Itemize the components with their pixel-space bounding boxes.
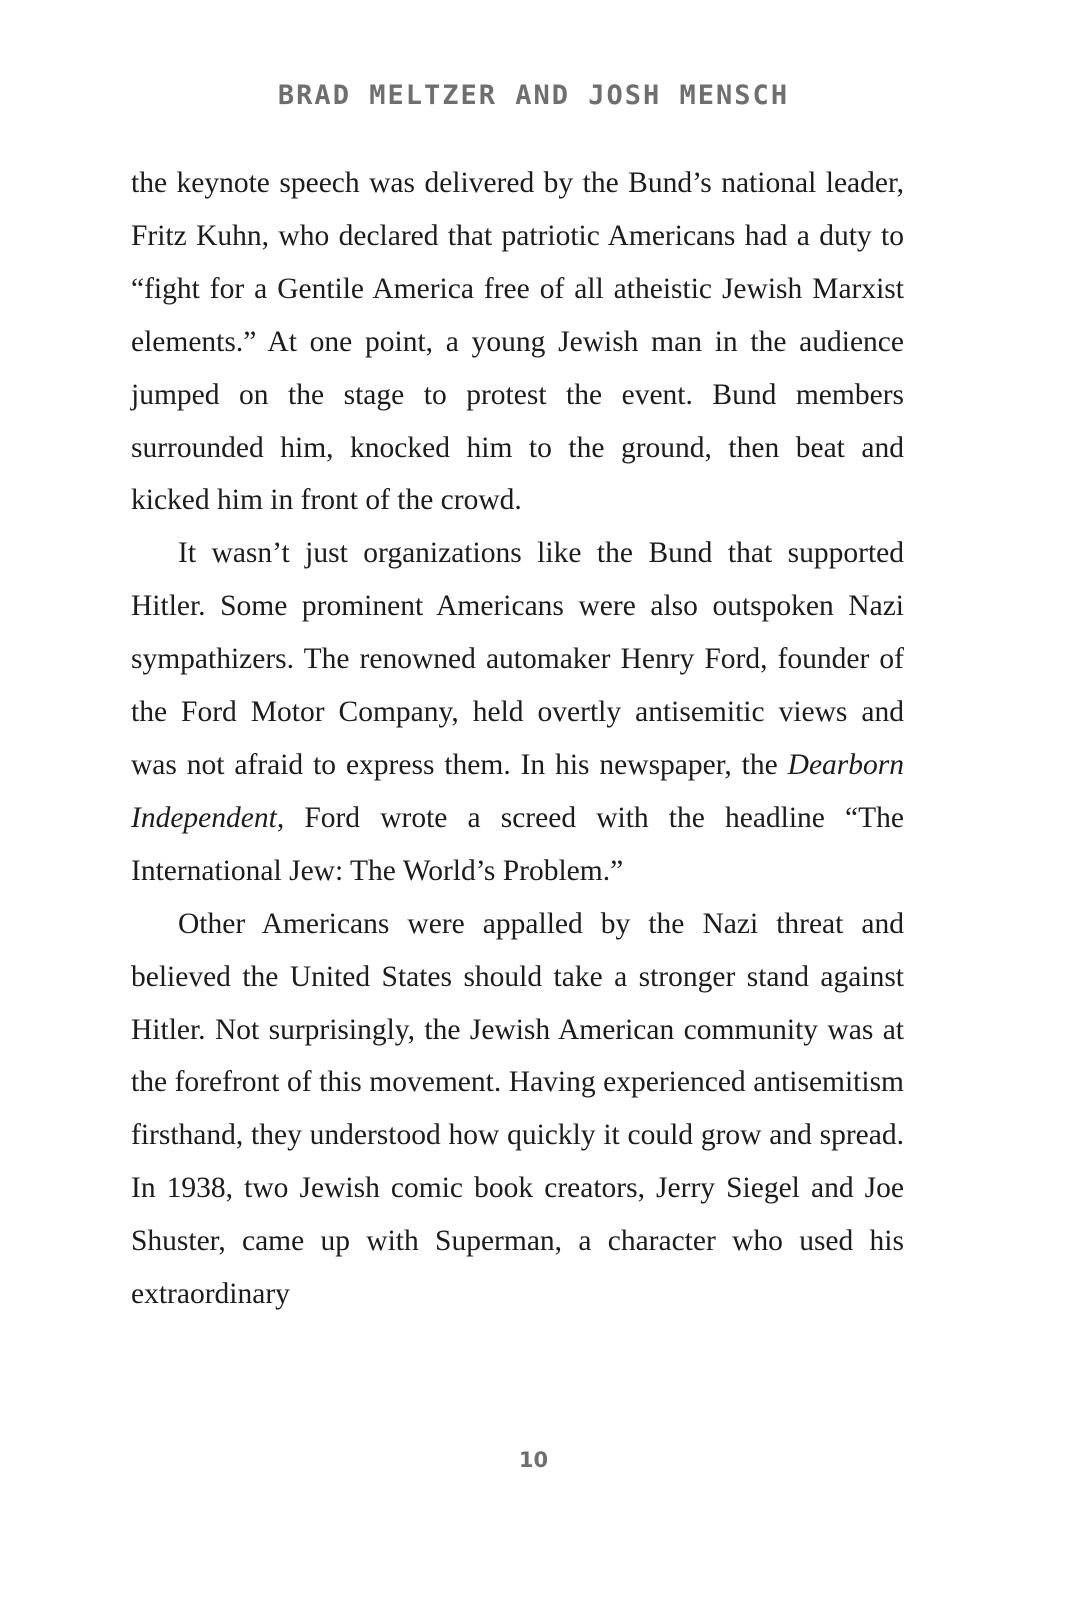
body-text (131, 157, 904, 1321)
page-number: 10 (518, 1448, 549, 1472)
newspaper-title: Dearborn Independent (131, 748, 904, 834)
paragraph-2 (131, 527, 904, 897)
paragraph-2-text-after-title: , Ford wrote a screed with the headline “The International Jew: The World’s Problem.” (131, 801, 904, 887)
running-head-authors: BRAD MELTZER AND JOSH MENSCH (277, 80, 790, 111)
paragraph-3: Other Americans were appalled by the Nazi threat and believed the United States should take a stronger stand against Hitler. Not surprisingly, the Jewish American community was at the forefront of this movement. Having experienced antisemitism firsthand, they understood how quickly it could grow and spread. In 1938, two Jewish comic book creators, Jerry Siegel and Joe Shuster, came up with Superman, a character who used his extraordinary (131, 907, 904, 1311)
paragraph-1: the keynote speech was delivered by the Bund’s national leader, Fritz Kuhn, who declared that patriotic Americans had a duty to “fight for a Gentile America free of all atheistic Jewish Marxist elements.” At one point, a young Jewish man in the audience jumped on the stage to protest the event. Bund members surrounded him, knocked him to the ground, then beat and kicked him in front of the crowd. (131, 167, 904, 517)
paragraph-2-text-before-title: It wasn’t just organizations like the Bund that supported Hitler. Some prominent Americans were also outspoken Nazi sympathizers. The renowned automaker Henry Ford, founder of the Ford Motor Company, held overtly antisemitic views and was not afraid to express them. In his newspaper, the (131, 537, 904, 781)
